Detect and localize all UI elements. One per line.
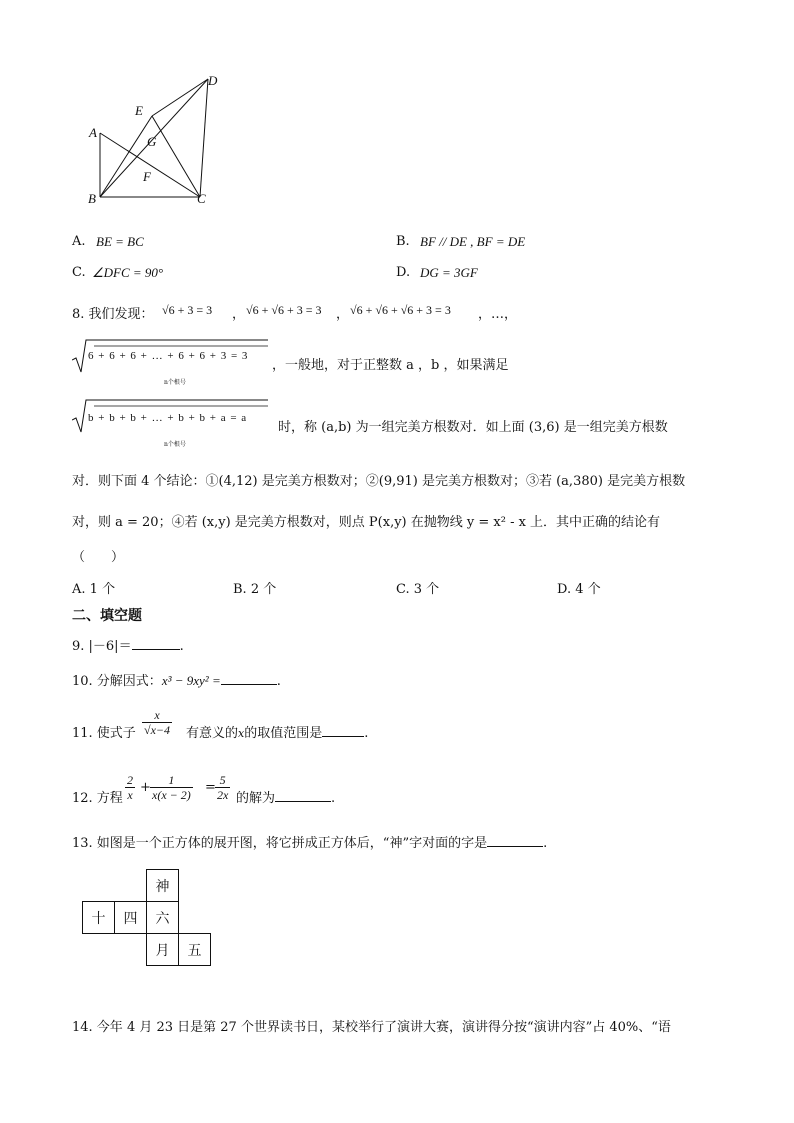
q8-line4: 对．则下面 4 个结论：①(4,12) 是完美方根数对；②(9,91) 是完美方根数对；③若 (a,380) 是完美方根数 bbox=[72, 474, 686, 489]
label-c: C bbox=[197, 191, 206, 206]
q11-rest bbox=[186, 722, 368, 741]
q8-option-a-key: A. bbox=[72, 582, 86, 597]
q10-end: . bbox=[276, 674, 281, 689]
q7-option-a-key: A. bbox=[72, 234, 86, 249]
q12-f2-num: 1 bbox=[150, 773, 193, 788]
q10-prefix: 10. 分解因式： bbox=[72, 674, 162, 689]
q9-blank[interactable] bbox=[132, 649, 180, 650]
label-a: A bbox=[89, 125, 97, 140]
q8-option-c-text: 3 个 bbox=[413, 582, 440, 597]
q11-blank[interactable] bbox=[322, 736, 364, 737]
q13-blank[interactable] bbox=[487, 846, 543, 847]
q11-rest-text: 的取值范围是 bbox=[244, 726, 323, 741]
cube-face-wu: 五 bbox=[179, 934, 211, 966]
q7-option-b-text: BF // DE , BF = DE bbox=[420, 234, 526, 249]
q12-blank[interactable] bbox=[275, 801, 331, 802]
cube-face-si: 四 bbox=[115, 902, 147, 934]
segment-dc bbox=[200, 79, 208, 197]
q11-mid: 有意义的 bbox=[186, 726, 239, 741]
q7-option-c-key: C. bbox=[72, 265, 86, 280]
label-f: F bbox=[143, 169, 151, 184]
q8-sep-2: ， bbox=[336, 307, 350, 322]
label-b: B bbox=[88, 191, 96, 206]
label-g: G bbox=[147, 134, 157, 149]
cube-face-liu: 六 bbox=[147, 902, 179, 934]
q12-plus: + bbox=[140, 780, 151, 795]
cube-net-empty bbox=[115, 934, 147, 966]
q8-radical-1: √6 + 3 = 3 bbox=[162, 303, 213, 317]
q9-end: . bbox=[179, 639, 184, 654]
q8-sep-1: ， bbox=[232, 307, 246, 322]
q8-option-c-key: C. bbox=[396, 582, 410, 597]
q8-option-d bbox=[557, 578, 601, 597]
q13-end: . bbox=[543, 836, 548, 851]
q11-prefix: 11. 使式子 bbox=[72, 726, 136, 741]
q11-fraction-num: x bbox=[142, 708, 172, 723]
q8-option-d-text: 4 个 bbox=[575, 582, 601, 597]
q12-f1-den: x bbox=[127, 788, 133, 802]
q12-prefix: 12. 方程 bbox=[72, 791, 123, 806]
q9-text: 9. |－6|＝ bbox=[72, 639, 132, 654]
q8-option-a-text: 1 个 bbox=[89, 582, 116, 597]
cube-net-empty bbox=[83, 870, 115, 902]
cube-net-empty bbox=[83, 934, 115, 966]
q14-text: 14. 今年 4 月 23 日是第 27 个世界读书日，某校举行了演讲大赛，演讲得分按“演讲内容”占 40%、“语 bbox=[72, 1020, 671, 1035]
q12-f3-den: 2x bbox=[217, 788, 229, 802]
q12-fraction-3 bbox=[215, 773, 230, 802]
q12-f1-num: 2 bbox=[127, 773, 133, 787]
q12-rest-text: 的解为 bbox=[236, 791, 276, 806]
cube-net-empty bbox=[179, 902, 211, 934]
q10-expr: x³ − 9xy² = bbox=[161, 673, 221, 688]
q11-fraction bbox=[142, 708, 172, 737]
q12-eq: = bbox=[205, 780, 216, 795]
cube-face-yue: 月 bbox=[147, 934, 179, 966]
q7-option-b-key: B. bbox=[396, 234, 410, 249]
cube-net-empty bbox=[179, 870, 211, 902]
label-d: D bbox=[208, 73, 218, 88]
cube-face-shen: 神 bbox=[147, 870, 179, 902]
q7-option-c-text: ∠DFC = 90° bbox=[92, 265, 164, 280]
cube-face-shi: 十 bbox=[83, 902, 115, 934]
q8-ellipsis: ，…， bbox=[478, 307, 518, 322]
q11-var: x bbox=[238, 727, 245, 740]
q8-option-b bbox=[233, 578, 276, 597]
q7-option-d-text: DG = 3GF bbox=[420, 265, 478, 280]
cube-net bbox=[82, 869, 211, 966]
q8-option-d-key: D. bbox=[557, 582, 572, 597]
q11-end: . bbox=[364, 726, 369, 741]
q10 bbox=[72, 670, 281, 689]
q12-fraction-1 bbox=[125, 773, 135, 802]
q8-n-label-2: n个根号 bbox=[164, 441, 186, 448]
q12-rest bbox=[236, 787, 335, 806]
q8-prefix: 8. 我们发现： bbox=[72, 307, 154, 322]
segment-ed bbox=[152, 79, 208, 116]
q8-n-label-1: n个根号 bbox=[164, 379, 186, 386]
q9 bbox=[72, 635, 184, 654]
q8-option-b-key: B. bbox=[233, 582, 247, 597]
segment-ec bbox=[152, 116, 200, 197]
q8-paren: （ ） bbox=[72, 550, 125, 565]
q8-option-b-text: 2 个 bbox=[250, 582, 277, 597]
q11-fraction-den: √x−4 bbox=[144, 723, 171, 737]
q7-option-a-text: BE = BC bbox=[96, 234, 144, 249]
q8-option-c bbox=[396, 578, 439, 597]
q8-nested-radical-1: 6 + 6 + 6 + … + 6 + 6 + 3 = 3 bbox=[88, 350, 249, 362]
q12-f2-den: x(x − 2) bbox=[152, 788, 191, 802]
q12-f3-num: 5 bbox=[215, 773, 230, 788]
label-e: E bbox=[135, 103, 143, 118]
q13-text: 13. 如图是一个正方体的展开图，将它拼成正方体后，“神”字对面的字是 bbox=[72, 836, 488, 851]
q13 bbox=[72, 832, 547, 851]
q8-line3-rest: 时，称 (a,b) 为一组完美方根数对．如上面 (3,6) 是一组完美方根数 bbox=[278, 420, 668, 435]
q7-option-d-key: D. bbox=[396, 265, 411, 280]
q12-fraction-2 bbox=[150, 773, 193, 802]
q8-radical-3: √6 + √6 + √6 + 3 = 3 bbox=[350, 303, 451, 317]
q8-line5: 对，则 a = 20；④若 (x,y) 是完美方根数对，则点 P(x,y) 在抛物线 y = x² - x 上．其中正确的结论有 bbox=[72, 515, 661, 530]
q8-radical-2: √6 + √6 + 3 = 3 bbox=[246, 303, 322, 317]
q12-end: . bbox=[331, 791, 336, 806]
q10-blank[interactable] bbox=[221, 684, 277, 685]
q8-nested-radical-2: b + b + b + … + b + b + a = a bbox=[88, 412, 248, 424]
q8-line2-rest: ，一般地，对于正整数 a ，b ，如果满足 bbox=[272, 358, 509, 373]
section-title: 二、填空题 bbox=[72, 608, 142, 624]
cube-net-empty bbox=[115, 870, 147, 902]
q8-option-a bbox=[72, 578, 115, 597]
